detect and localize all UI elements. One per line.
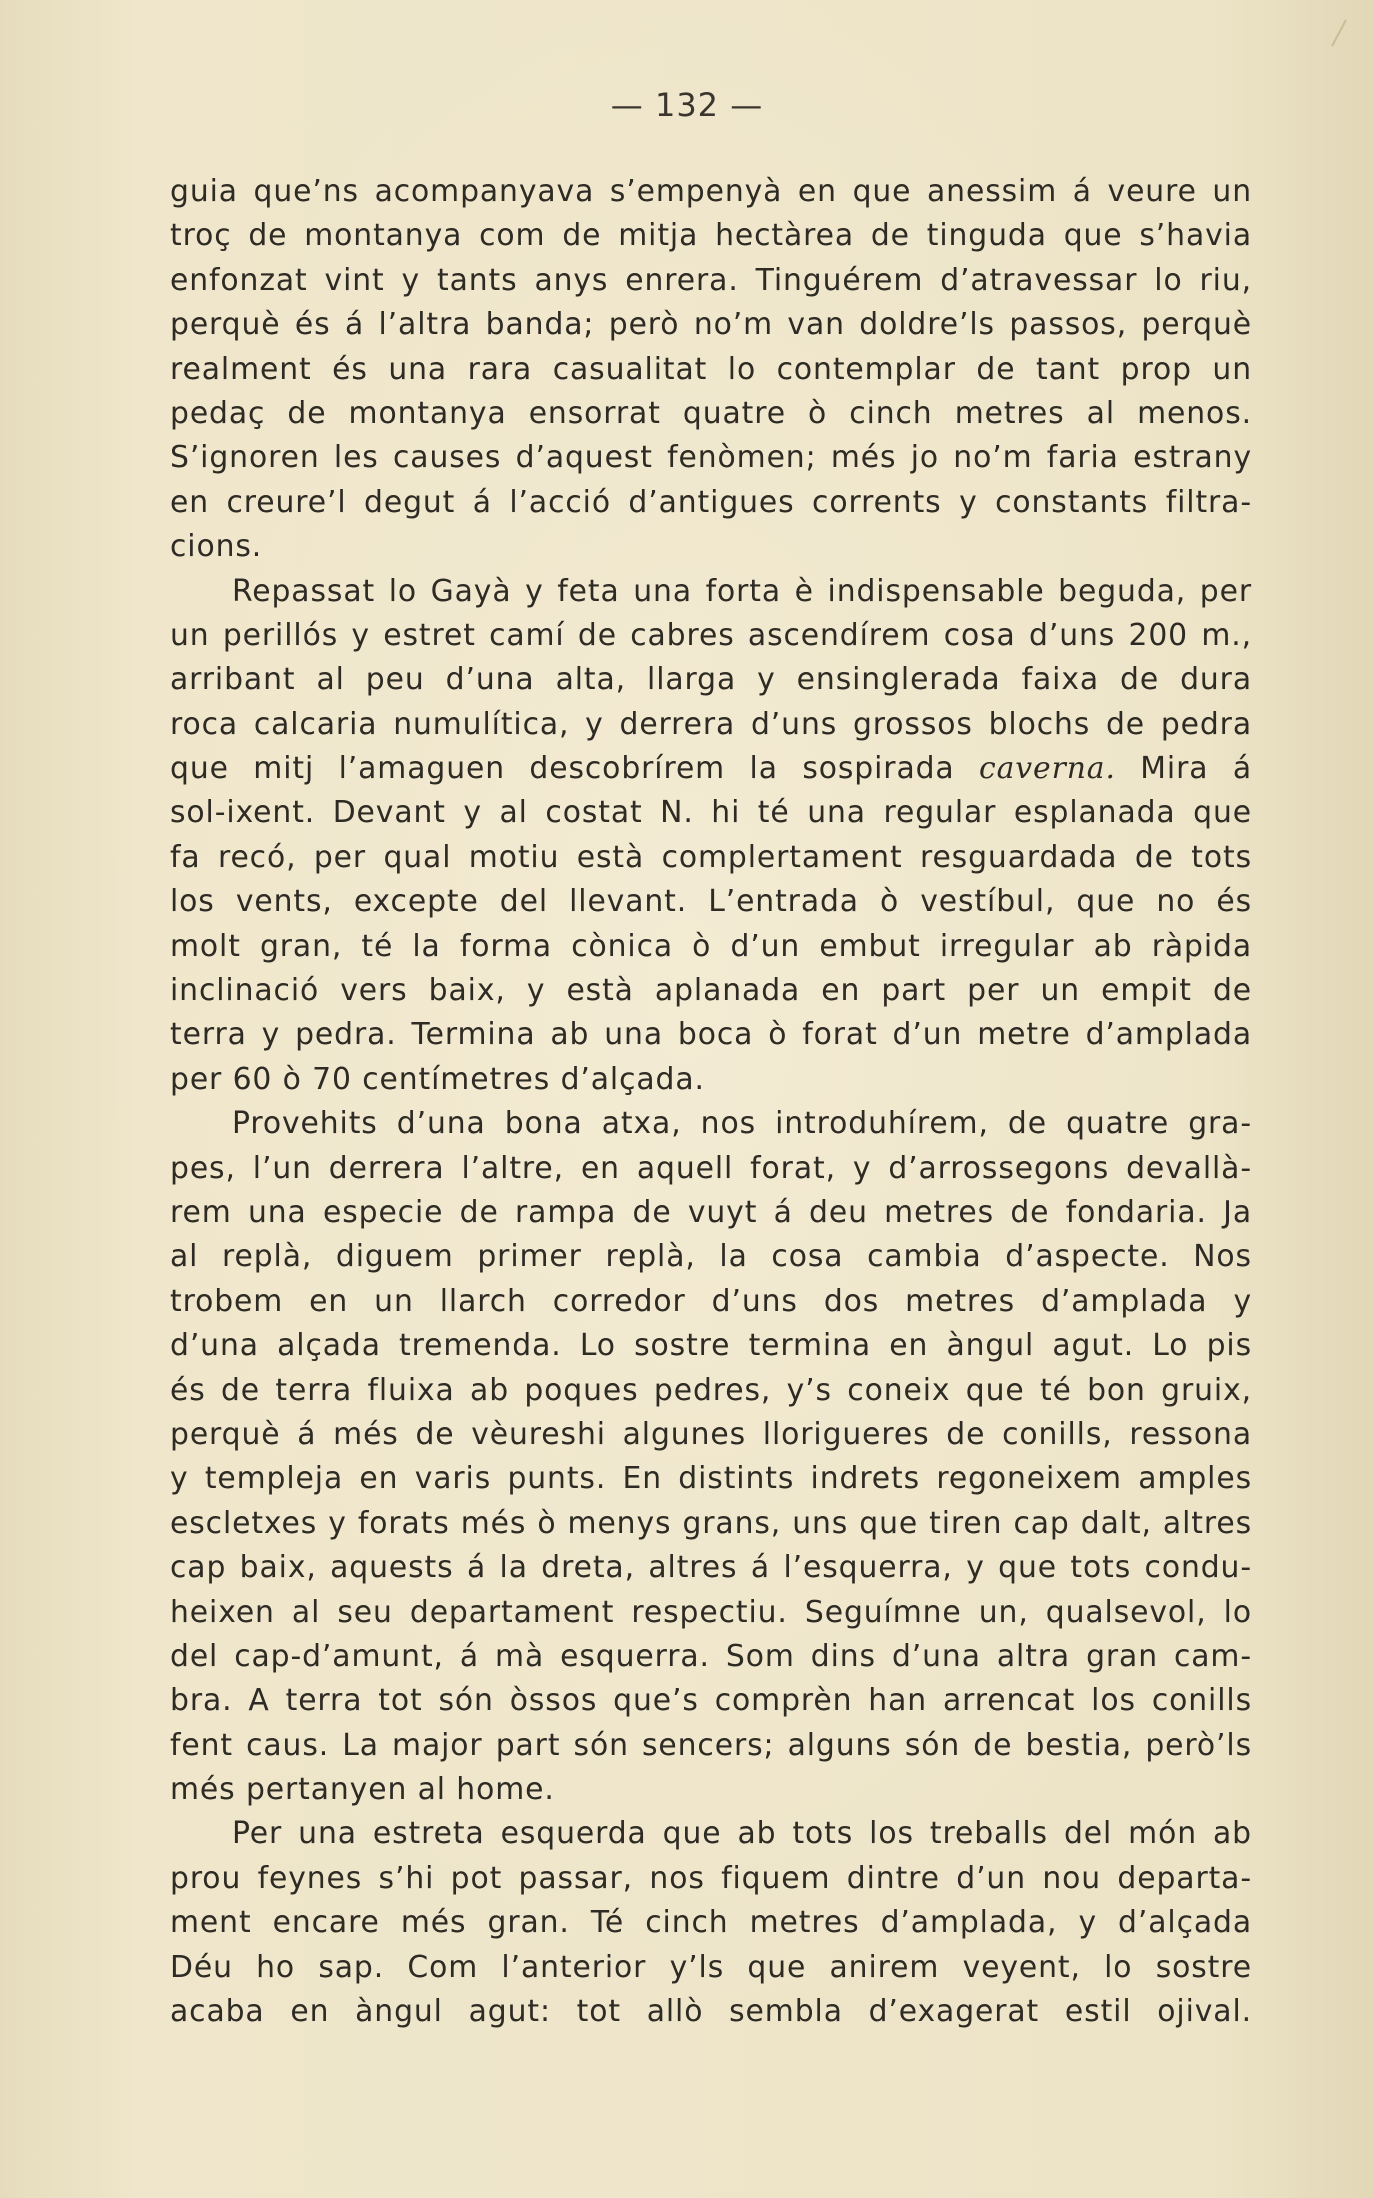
text-line: guia que’ns acompanyava s’empenyà en que anessim á veure un <box>170 174 1252 209</box>
text-line: del cap-d’amunt, á mà esquerra. Som dins d’una altra gran cam- <box>170 1638 1252 1674</box>
body-text <box>170 170 1252 2034</box>
text-line-mixed <box>170 747 1252 791</box>
text-line: fa recó, per qual motiu està complertament resguardada de tots <box>170 839 1252 875</box>
text-line: més pertanyen al home. <box>170 1772 555 1808</box>
text-line: troç de montanya com de mitja hectàrea de tinguda que s’havia <box>170 218 1252 254</box>
text-line: cap baix, aquests á la dreta, altres á l’esquerra, y que tots condu- <box>170 1550 1252 1586</box>
text-line: S’ignoren les causes d’aquest fenòmen; més jo no’m faria estrany <box>170 440 1252 476</box>
text-line: és de terra fluixa ab poques pedres, y’s coneix que té bon gruix, <box>170 1372 1252 1408</box>
text-line: al replà, diguem primer replà, la cosa cambia d’aspecte. Nos <box>170 1239 1252 1275</box>
paper-mark <box>1331 19 1347 46</box>
text-line: bra. A terra tot són òssos que’s comprèn han arrencat los conills <box>170 1683 1252 1719</box>
text-line: Per una estreta esquerda que ab tots los treballs del món ab <box>232 1816 1252 1852</box>
text-line: arribant al peu d’una alta, llarga y ensinglerada faixa de dura <box>170 662 1252 698</box>
text-line: roca calcaria numulítica, y derrera d’uns grossos blochs de pedra <box>170 706 1252 742</box>
text-line: pes, l’un derrera l’altre, en aquell forat, y d’arrossegons devallà- <box>170 1150 1252 1186</box>
text-line: y templeja en varis punts. En distints indrets regoneixem amples <box>170 1461 1252 1497</box>
text-line: Provehits d’una bona atxa, nos introduhírem, de quatre gra- <box>232 1106 1252 1142</box>
text-line: escletxes y forats més ò menys grans, uns que tiren cap dalt, altres <box>170 1505 1252 1541</box>
text-segment: que mitj l’amaguen descobrírem la sospirada <box>170 751 955 787</box>
text-line: sol-ixent. Devant y al costat N. hi té una regular esplanada que <box>170 795 1252 831</box>
text-line: prou feynes s’hi pot passar, nos fiquem dintre d’un nou departa- <box>170 1860 1252 1896</box>
text-line: enfonzat vint y tants anys enrera. Tinguérem d’atravessar lo riu, <box>170 262 1252 298</box>
text-line: ment encare més gran. Té cinch metres d’amplada, y d’alçada <box>170 1905 1252 1941</box>
text-line: los vents, excepte del llevant. L’entrada ò vestíbul, que no és <box>170 884 1252 920</box>
text-line: terra y pedra. Termina ab una boca ò forat d’un metre d’amplada <box>170 1017 1252 1053</box>
text-line: per 60 ò 70 centímetres d’alçada. <box>170 1061 705 1097</box>
text-line: acaba en àngul agut: tot allò sembla d’exagerat estil ojival. <box>170 1994 1252 2030</box>
text-segment: Mira á <box>1140 751 1252 787</box>
text-line: heixen al seu departament respectiu. Seguímne un, qualsevol, lo <box>170 1594 1252 1630</box>
text-line: Déu ho sap. Com l’anterior y’ls que anirem veyent, lo sostre <box>170 1949 1252 1985</box>
text-line: fent caus. La major part són sencers; alguns són de bestia, però’ls <box>170 1727 1252 1763</box>
text-line: rem una especie de rampa de vuyt á deu metres de fondaria. Ja <box>170 1194 1252 1230</box>
page-number: — 132 — <box>610 86 764 124</box>
text-line: inclinació vers baix, y està aplanada en part per un empit de <box>170 973 1252 1009</box>
text-line: Repassat lo Gayà y feta una forta è indispensable beguda, per <box>232 573 1252 609</box>
text-line: d’una alçada tremenda. Lo sostre termina en àngul agut. Lo pis <box>170 1328 1252 1364</box>
text-line: perquè á més de vèureshi algunes llorigueres de conills, ressona <box>170 1416 1252 1452</box>
text-line: en creure’l degut á l’acció d’antigues corrents y constants filtra- <box>170 484 1252 520</box>
text-line: cions. <box>170 529 263 565</box>
text-line: realment és una rara casualitat lo contemplar de tant prop un <box>170 351 1252 387</box>
text-line: trobem en un llarch corredor d’uns dos metres d’amplada y <box>170 1283 1252 1319</box>
text-line: pedaç de montanya ensorrat quatre ò cinch metres al menos. <box>170 395 1252 431</box>
text-line: molt gran, té la forma cònica ò d’un embut irregular ab ràpida <box>170 928 1252 964</box>
italic-word: caverna. <box>979 751 1116 787</box>
text-line: un perillós y estret camí de cabres ascendírem cosa d’uns 200 m., <box>170 617 1252 653</box>
text-line: perquè és á l’altra banda; però no’m van doldre’ls passos, perquè <box>170 307 1252 343</box>
